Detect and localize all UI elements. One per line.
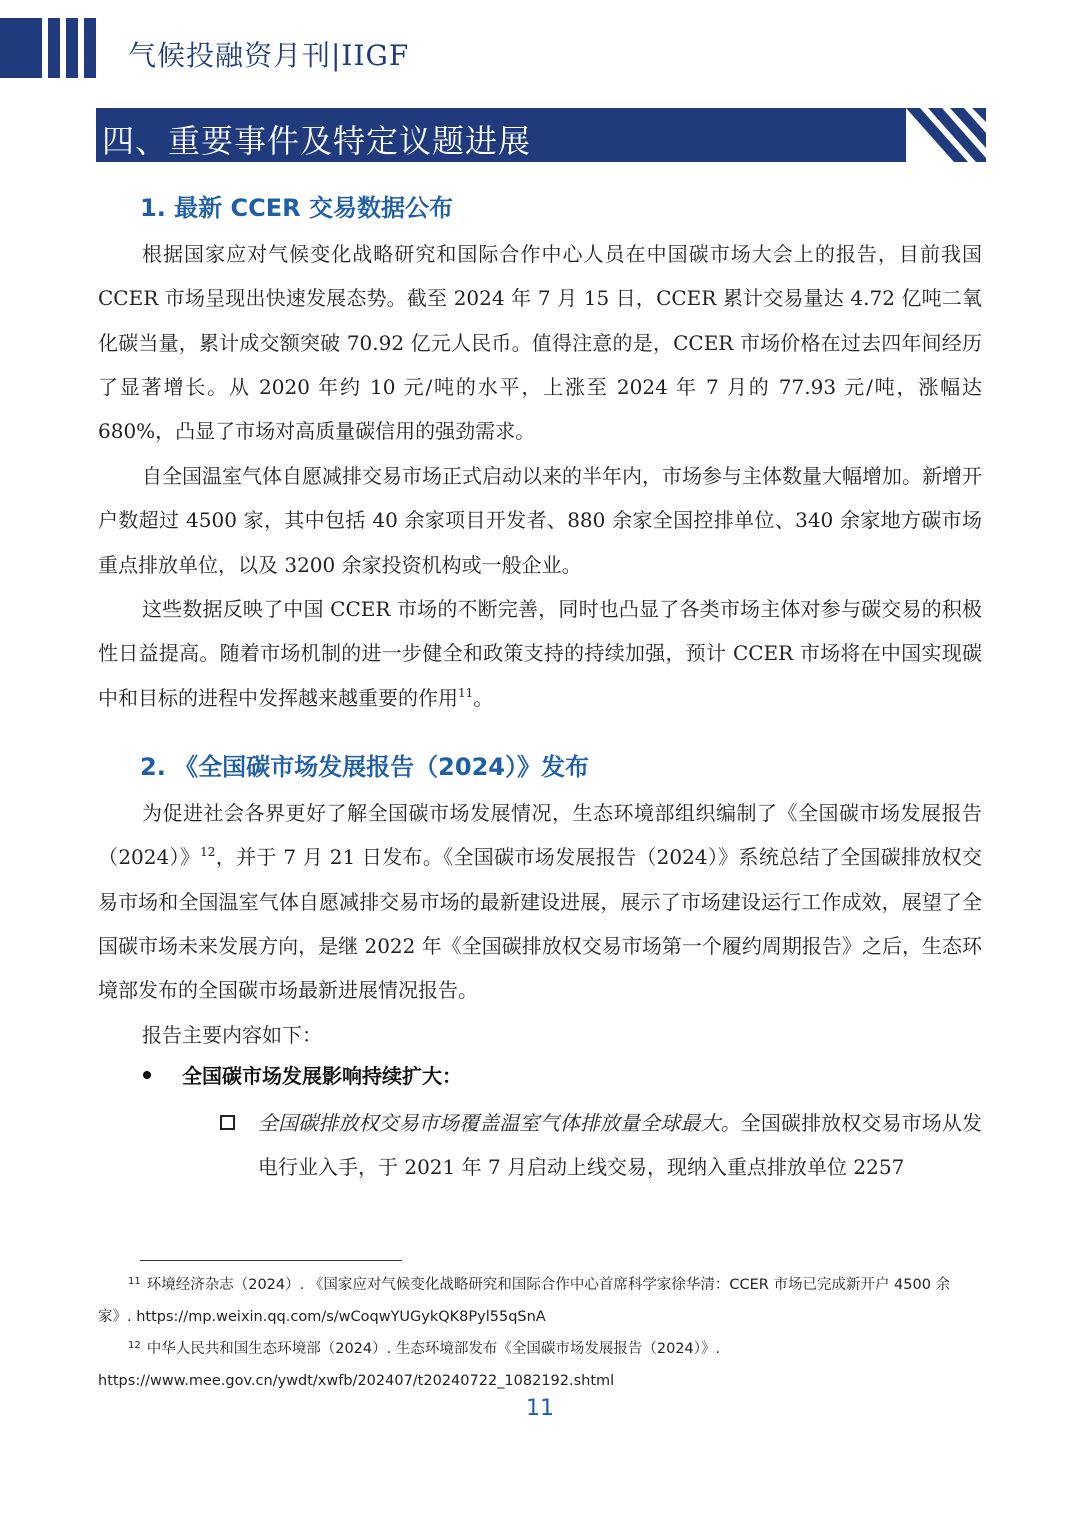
- footnote: [98, 1330, 982, 1397]
- footnote-text: 中华人民共和国生态环境部（2024）. 生态环境部发布《全国碳市场发展报告（2024）》. https://www.mee.gov.cn/ywdt/xwfb/202407/t20240722_1082192.shtml: [98, 1341, 721, 1389]
- paragraph: 自全国温室气体自愿减排交易市场正式启动以来的半年内，市场参与主体数量大幅增加。新增开户数超过 4500 家，其中包括 40 余家项目开发者、880 余家全国控排单位、340 余家地方碳市场重点排放单位，以及 3200 余家投资机构或一般企业。: [98, 464, 982, 577]
- sub-item-emphasis: 全国碳排放权交易市场覆盖温室气体排放量全球最大。: [258, 1111, 741, 1135]
- paragraph-text: ，并于 7 月 21 日发布。《全国碳市场发展报告（2024）》系统总结了全国碳排放权交易市场和全国温室气体自愿减排交易市场的最新建设进展，展示了市场建设运行工作成效，展望了全国碳市场未来发展方向，是继 2022 年《全国碳排放权交易市场第一个履约周期报告》之后，生态环境部发布的全国碳市场最新进展情况报告。: [98, 845, 982, 1003]
- header-bar-decoration: [0, 18, 42, 78]
- footnote-mark: 12: [128, 1340, 141, 1351]
- paragraph-text: 为促进社会各界更好了解全国碳市场发展情况，生态环境部组织编制了《全国碳市场发展报告（2024）》: [98, 801, 982, 870]
- diagonal-stripes-icon: [906, 108, 986, 162]
- footnote-divider: [140, 1260, 402, 1261]
- paragraph-text: 这些数据反映了中国 CCER 市场的不断完善，同时也凸显了各类市场主体对参与碳交易的积极性日益提高。随着市场机制的进一步健全和政策支持的持续加强，预计 CCER 市场将在中国实现碳中和目标的进程中发挥越来越重要的作用: [98, 597, 982, 710]
- paragraph-end: 。: [473, 685, 494, 710]
- footnote-ref[interactable]: 12: [200, 845, 216, 860]
- bullet-item: 全国碳市场发展影响持续扩大：: [182, 1064, 462, 1088]
- header-bar-decoration: [66, 18, 78, 78]
- checkbox-bullet-icon: [220, 1115, 235, 1130]
- paragraph: [98, 587, 982, 720]
- paragraph: 报告主要内容如下：: [142, 1023, 322, 1047]
- bullet-icon: [143, 1071, 151, 1079]
- header-bar-decoration: [84, 18, 96, 78]
- footnote-text: 环境经济杂志（2024）. 《国家应对气候变化战略研究和国际合作中心首席科学家徐华清：CCER 市场已完成新开户 4500 余家》. https://mp.weixin.qq.com/s/wCoqwYUGykQK8Pyl55qSnA: [98, 1277, 951, 1325]
- footnote-mark: 11: [128, 1276, 141, 1287]
- subsection-heading-1: 1. 最新 CCER 交易数据公布: [140, 194, 453, 222]
- sub-list-item: [258, 1101, 982, 1190]
- header-bar-decoration: [48, 18, 60, 78]
- page-number: 11: [526, 1396, 554, 1421]
- paragraph: [98, 791, 982, 1012]
- footnote: [98, 1266, 982, 1333]
- footnote-ref[interactable]: 11: [458, 685, 474, 700]
- section-banner: [96, 108, 986, 162]
- sub-item-text: 全国碳排放权交易市场从发电行业入手，于 2021 年 7 月启动上线交易，现纳入重点排放单位 2257: [258, 1111, 983, 1180]
- paragraph: 根据国家应对气候变化战略研究和国际合作中心人员在中国碳市场大会上的报告，目前我国 CCER 市场呈现出快速发展态势。截至 2024 年 7 月 15 日，CCER 累计交易量达 4.72 亿吨二氧化碳当量，累计成交额突破 70.92 亿元人民币。值得注意的是，CCER 市场价格在过去四年间经历了显著增长。从 2020 年约 10 元/吨的水平，上涨至 2024 年 7 月的 77.93 元/吨，涨幅达 680%，凸显了市场对高质量碳信用的强劲需求。: [98, 242, 982, 444]
- subsection-heading-2: 2. 《全国碳市场发展报告（2024）》发布: [140, 753, 589, 781]
- journal-title: 气候投融资月刊|IIGF: [128, 39, 410, 72]
- section-title: 四、重要事件及特定议题进展: [102, 122, 532, 160]
